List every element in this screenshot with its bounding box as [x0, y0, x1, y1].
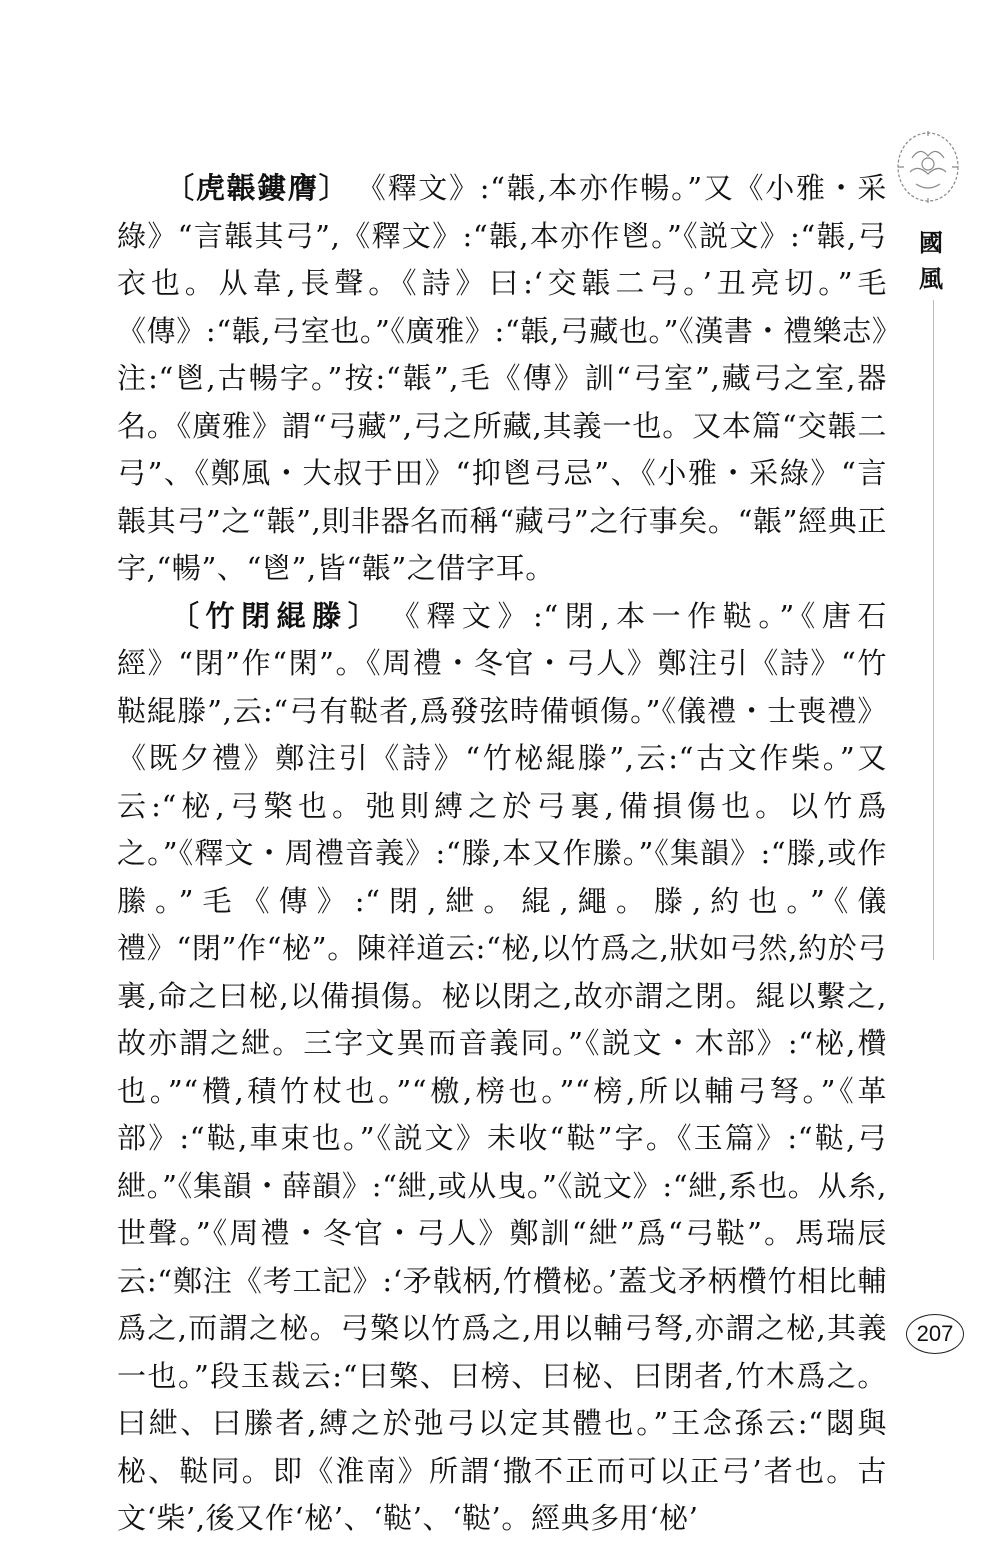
- entry-headword: 〔虎韔鏤膺〕: [164, 171, 350, 205]
- section-title-vertical: 國風: [919, 228, 943, 293]
- main-text: [117, 165, 887, 1543]
- side-divider: [933, 300, 934, 960]
- entry-paragraph: [117, 165, 887, 593]
- entry-headword: 〔竹閉緄滕〕: [164, 598, 384, 633]
- entry-paragraph: [117, 593, 887, 1543]
- entry-body: 《釋文》:“韔,本亦作暢。”又《小雅・采綠》“言韔其弓”,《釋文》:“韔,本亦作鬯。”《説文》:“韔,弓衣也。从韋,長聲。《詩》曰:‘交韔二弓。’丑亮切。”毛《傳》:“韔,弓室也。”《廣雅》:“韔,弓藏也。”《漢書・禮樂志》注:“鬯,古暢字。”按:“韔”,毛《傳》訓“弓室”,藏弓之室,器名。《廣雅》謂“弓藏”,弓之所藏,其義一也。又本篇“交韔二弓”、《鄭風・大叔于田》“抑鬯弓忌”、《小雅・采綠》“言韔其弓”之“韔”,則非器名而稱“藏弓”之行事矣。“韔”經典正字,“暢”、“鬯”,皆“韔”之借字耳。: [117, 171, 887, 585]
- decorative-seal-icon: [894, 128, 962, 206]
- entry-body: 《釋文》:“閉,本一作鞑。”《唐石經》“閉”作“閑”。《周禮・冬官・弓人》鄭注引《詩》“竹鞑緄滕”,云:“弓有鞑者,爲發弦時備頓傷。”《儀禮・士喪禮》《既夕禮》鄭注引《詩》“竹柲緄滕”,云:“古文作柴。”又云:“柲,弓檠也。弛則縛之於弓裏,備損傷也。以竹爲之。”《釋文・周禮音義》:“滕,本又作縢。”《集韻》:“滕,或作縢。”毛《傳》:“閉,紲。緄,繩。滕,約也。”《儀禮》“閉”作“柲”。陳祥道云:“柲,以竹爲之,狀如弓然,約於弓裏,命之曰柲,以備損傷。柲以閉之,故亦謂之閉。緄以繫之,故亦謂之紲。三字文異而音義同。”《説文・木部》:“柲,欑也。”“欑,積竹杖也。”“檄,榜也。”“榜,所以輔弓弩。”《革部》:“鞑,車束也。”《説文》未收“鞑”字。《玉篇》:“鞑,弓紲。”《集韻・薛韻》:“紲,或从曳。”《説文》:“紲,系也。从糸,世聲。”《周禮・冬官・弓人》鄭訓“紲”爲“弓鞑”。馬瑞辰云:“鄭注《考工記》:‘矛戟柄,竹欑柲。’蓋戈矛柄欑竹相比輔爲之,而謂之柲。弓檠以竹爲之,用以輔弓弩,亦謂之柲,其義一也。”段玉裁云:“曰檠、曰榜、曰柲、曰閉者,竹木爲之。曰紲、曰縢者,縛之於弛弓以定其體也。”王念孫云:“閟與柲、鞑同。即《淮南》所謂‘撒不正而可以正弓’者也。古文‘柴’,後又作‘柲’、‘鞑’、‘鞑’。經典多用‘柲’: [117, 598, 887, 1535]
- page-number-badge: 207: [906, 1314, 964, 1354]
